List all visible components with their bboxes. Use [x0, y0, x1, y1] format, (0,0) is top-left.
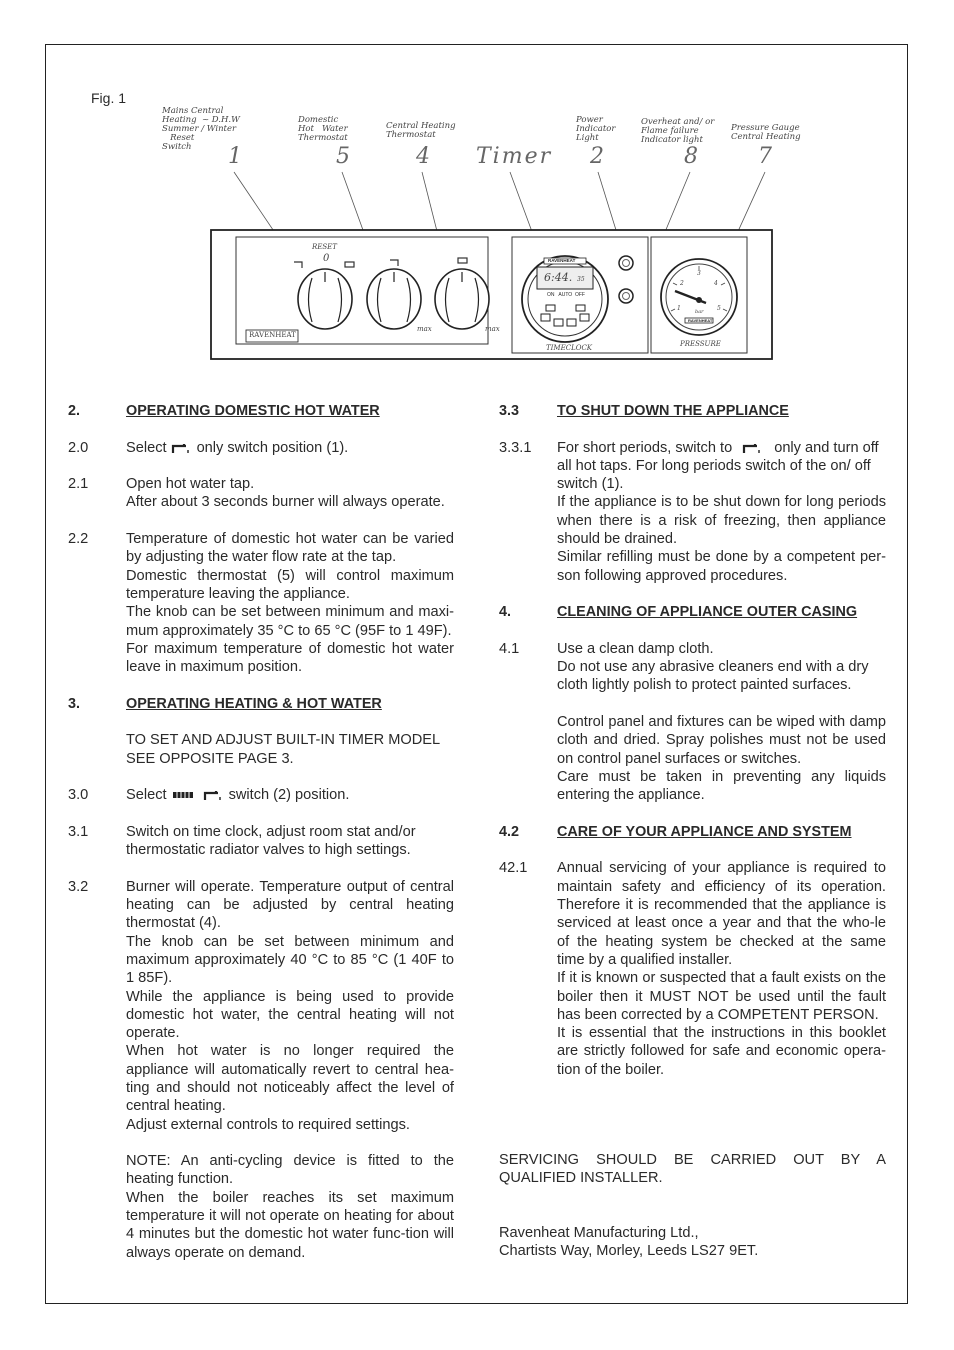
callout-number-8: 8: [684, 144, 698, 169]
callout-label-1: Mains Central Heating ~ D.H.W Summer / Winter Reset Switch: [162, 106, 240, 152]
callout-label-2: Power Indicator Light: [576, 115, 616, 143]
gauge-tick-5: 5: [717, 305, 721, 312]
section-2-heading: [68, 402, 454, 420]
para-text: Select: [126, 787, 167, 804]
callout-number-7: 7: [758, 144, 772, 169]
callout-timer: Timer: [476, 144, 553, 169]
para-line: The knob can be set between minimum and maxi-mum approximately 35 °C to 65 °C (95F to 1 49F).: [126, 604, 454, 639]
para-2-2: [68, 530, 454, 676]
para-line: Use a clean damp cloth.: [557, 640, 714, 657]
section-number: 3.: [68, 695, 81, 712]
callout-number-1: 1: [228, 144, 242, 169]
para-line: It is essential that the instructions in this booklet are strictly followed for safe and economic opera-tion of the boiler.: [557, 1025, 886, 1078]
timeclock-label: TIMECLOCK: [546, 344, 593, 352]
para-line: Temperature of domestic hot water can be varied by adjusting the water flow rate at the tap.: [126, 531, 454, 566]
gauge-tick-1: 1: [677, 305, 681, 312]
para-line: The knob can be set between minimum and maximum approximately 40 °C to 85 °C (1 40F to 1 85F).: [126, 933, 454, 987]
callout-number-4: 4: [416, 144, 430, 169]
right-column: [499, 402, 886, 1079]
dhw-max-label: max: [417, 325, 432, 333]
timer-display: 6:44.: [544, 271, 573, 284]
para-number: 3.1: [68, 823, 89, 840]
para-line: Burner will operate. Temperature output of central heating can be adjusted by central heating thermostat (4).: [126, 878, 454, 932]
hot-water-tap-icon: [203, 788, 225, 802]
para-3-2: [68, 878, 454, 1134]
para-3-0: [68, 786, 454, 804]
para-3-1: [68, 823, 454, 860]
address-line: Chartists Way, Morley, Leeds LS27 9ET.: [499, 1243, 759, 1260]
section-number: 4.: [499, 604, 512, 621]
callout-label-8: Overheat and/ or Flame failure Indicator light: [641, 117, 715, 145]
para-line: Control panel and fixtures can be wiped with damp cloth and dried. Spray polishes must not be used on control panel surfaces or switches.: [557, 714, 886, 767]
section-4-heading: [499, 603, 886, 621]
gauge-tick-3: 3: [697, 270, 701, 277]
radiator-icon: [171, 789, 195, 801]
ch-max-label: max: [485, 325, 500, 333]
para-2-0: [68, 439, 454, 457]
address-line: Ravenheat Manufacturing Ltd.,: [499, 1225, 699, 1241]
para-text: switch (2) position.: [228, 787, 350, 804]
brand-plate: RAVENHEAT: [249, 331, 296, 339]
para-line: Do not use any abrasive cleaners end with a dry cloth lightly polish to protect painted surfaces.: [557, 659, 869, 694]
para-number: 3.2: [68, 878, 89, 895]
para-number: 3.0: [68, 787, 89, 804]
para-timer-note: [68, 731, 454, 768]
callout-number-2: 2: [590, 144, 604, 169]
para-line: Care must be taken in preventing any liquids entering the appliance.: [557, 768, 886, 804]
para-number: 2.1: [68, 476, 89, 493]
section-number: 3.3: [499, 403, 520, 419]
section-heading: TO SHUT DOWN THE APPLIANCE: [557, 403, 789, 419]
para-number: 4.1: [499, 640, 520, 657]
section-number: 2.: [68, 403, 81, 419]
section-heading: OPERATING HEATING & HOT WATER: [126, 695, 382, 712]
para-42-1: [499, 859, 886, 1079]
servicing-note: SERVICING SHOULD BE CARRIED OUT BY A QUALIFIED INSTALLER.: [499, 1152, 886, 1187]
gauge-tick-2: 2: [680, 280, 684, 287]
para-text: For short periods, switch to: [557, 439, 733, 456]
section-heading: OPERATING DOMESTIC HOT WATER: [126, 403, 380, 419]
figure-label: Fig. 1: [91, 90, 127, 106]
callout-number-5: 5: [336, 144, 350, 169]
gauge-unit: bar: [695, 309, 704, 315]
para-line: After about 3 seconds burner will always operate.: [126, 494, 445, 511]
para-control-panel: [499, 713, 886, 804]
timer-mode-labels: ON AUTO OFF: [547, 292, 585, 298]
para-line: When hot water is no longer required the appliance will automatically revert to central hea-ting and should not noticeably affect the level of central heating.: [126, 1043, 454, 1115]
timer-seconds: 35: [577, 276, 585, 283]
gauge-tick-4: 4: [714, 280, 718, 287]
reset-zero-label: 0: [323, 253, 330, 264]
reset-label: RESET: [312, 243, 337, 251]
para-line: For maximum temperature of domestic hot water leave in maximum position.: [126, 640, 454, 676]
para-number: 2.2: [68, 531, 89, 548]
company-address: [499, 1224, 886, 1261]
para-number: 3.3.1: [499, 439, 532, 456]
section-number: 4.2: [499, 823, 520, 840]
para-line: TO SET AND ADJUST BUILT-IN TIMER MODEL SEE OPPOSITE PAGE 3.: [126, 732, 440, 767]
gauge-brand: RAVENHEAT: [688, 318, 713, 323]
panel-drawing: [140, 100, 816, 368]
callout-label-7: Pressure Gauge Central Heating: [731, 123, 801, 142]
hot-water-tap-icon: [736, 441, 770, 455]
para-4-1: [499, 640, 886, 695]
para-text: only switch position (1).: [196, 439, 349, 456]
section-heading: CLEANING OF APPLIANCE OUTER CASING: [557, 604, 858, 621]
callout-label-4: Central Heating Thermostat: [386, 121, 456, 140]
para-line: If it is known or suspected that a fault exists on the boiler then it MUST NOT be used until the fault has been corrected by a COMPETENT PERSON.: [557, 970, 886, 1023]
para-text: Select: [126, 439, 167, 456]
pressure-label: PRESSURE: [680, 340, 721, 348]
para-line: Adjust external controls to required settings.: [126, 1116, 410, 1133]
hot-water-tap-icon: [171, 441, 193, 455]
control-panel-figure: [140, 100, 816, 368]
callout-label-5: Domestic Hot Water Thermostat: [298, 115, 348, 143]
para-line: When the boiler reaches its set maximum temperature it will not operate on heating for about 4 minutes but the domestic hot water func-tion will always operate on demand.: [126, 1189, 454, 1261]
section-heading: CARE OF YOUR APPLIANCE AND SYSTEM: [557, 823, 852, 840]
timer-brand: RAVENHEAT: [548, 258, 576, 263]
section-3-heading: [68, 695, 454, 713]
para-2-1: [68, 475, 454, 512]
para-number: 42.1: [499, 860, 528, 877]
left-column: [68, 402, 454, 1262]
para-line: Switch on time clock, adjust room stat and/or thermostatic radiator valves to high settings.: [126, 823, 416, 859]
para-number: 2.0: [68, 439, 89, 456]
para-line: Annual servicing of your appliance is required to maintain safety and efficiency of its operation. Therefore it is recommended that the appliance is serviced at least once a year and that the who-le of the heating system be checked at the same time by a qualified installer.: [557, 860, 886, 968]
para-note: [68, 1152, 454, 1262]
para-line: NOTE: An anti-cycling device is fitted to the heating function.: [126, 1153, 454, 1188]
para-line: While the appliance is being used to provide domestic hot water, the central heating will not operate.: [126, 988, 454, 1042]
para-line: If the appliance is to be shut down for long periods when there is a risk of freezing, then appliance should be drained.: [557, 494, 886, 548]
para-text: only and turn off all hot taps. For long periods switch of the on/ off switch (1).: [557, 439, 879, 493]
section-3-3-heading: [499, 402, 886, 420]
para-line: Open hot water tap.: [126, 476, 255, 493]
para-line: Domestic thermostat (5) will control maximum temperature leaving the appliance.: [126, 567, 454, 602]
section-4-2-heading: [499, 823, 886, 841]
para-3-3-1: [499, 439, 886, 585]
para-line: Similar refilling must be done by a competent per-son following approved procedures.: [557, 549, 886, 584]
